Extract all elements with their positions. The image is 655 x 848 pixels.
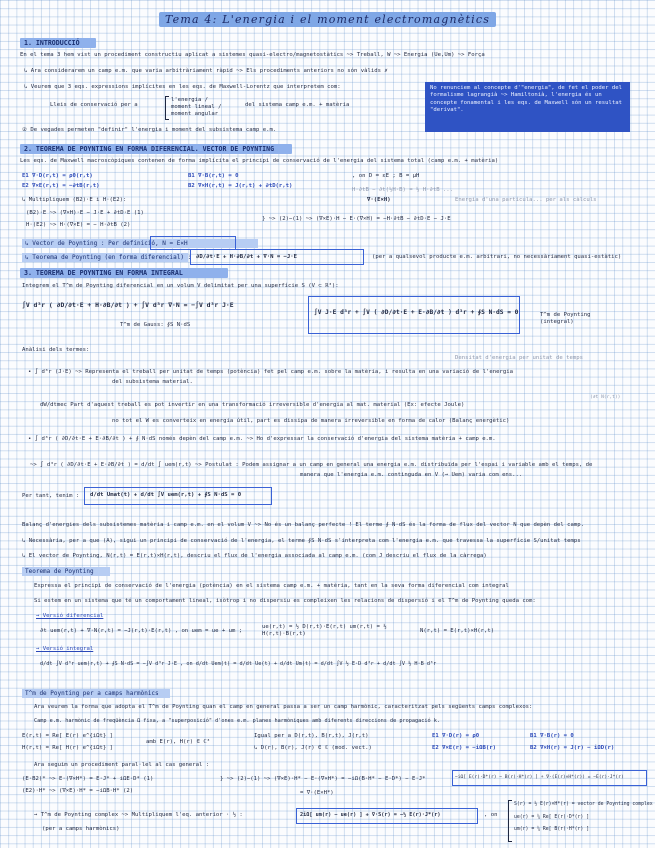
harmonic-step-2: (E2)·H* ~> (∇×E)·H* = −iΩB·H* (2)	[22, 788, 134, 794]
harmonic-b1: B1 ∇·B(r) = 0	[530, 733, 574, 739]
harmonic-line-2: Camp e.m. harmònic de freqüència Ω fixa, a "superposició" d'ones e.m. planes harmòniques amb diferents direccions de propagació k.	[34, 718, 441, 724]
integral-version-eq: d/dt ∫V d³r uem(r,t) + ∮S N·dS = −∫V d³r J·E , on d/dt Uem(t) = d/dt Ue(t) + d/dt Um(t) = d/dt ∫V ½ E·D d³r + d/dt ∫V ½ H·B d³r	[40, 661, 437, 667]
maxwell-b2: B2 ∇×H(r,t) = J(r,t) + ∂tD(r,t)	[188, 183, 293, 189]
where-label: , on	[484, 812, 498, 818]
linear-system-line: Si estem en un sistema que té un comportament lineal, isòtrop i no dispersiu es compleixen les relacions de dispersió i el T^m de Poynting queda com:	[34, 598, 536, 604]
expresses-line: Expressa el principi de conservació de l'energia (potència) en el sistema camp e.m. + matèria, tant en la seva forma diferencial com integral	[34, 583, 509, 589]
maxwell-e2: E2 ∇×E(r,t) = −∂tB(r,t)	[22, 183, 100, 189]
integral-intro: Integrem el T^m de Poynting diferencial en un volum V delimitat per una superfície S (V ⊂ ℝ³):	[22, 283, 339, 289]
necessary-line: ↳ Necessària, per a que (A), sigui un principi de conservació de l'energia, el terme ∮S N·dS s'interpreta com l'energia e.m. que travessa la superfície S/unitat temps	[22, 538, 581, 544]
margin-note-3: Densitat d'energia per unitat de temps	[455, 355, 583, 361]
vector-flux-line: ↳ El vector de Poynting, N(r,t) = E(r,t)×H(r,t), descriu el flux de l'energia associada al camp e.m. (com J descriu el flux de la càrrega)	[22, 553, 487, 559]
margin-note-1: H·∂tB − ∂t(½H·B) = ½ H·∂tB ...	[352, 187, 454, 193]
maxwell-b1: B1 ∇·B(r,t) = 0	[188, 173, 239, 179]
section-heading-intro: 1. INTRODUCCIÓ	[20, 38, 96, 48]
energy-densities: ue(r,t) = ½ D(r,t)·E(r,t) um(r,t) = ½ H(r,t)·B(r,t)	[262, 624, 387, 637]
integral-result: ∫V J·E d³r + ∫V ( ∂D/∂t·E + E·∂B/∂t ) d³r + ∮S N·dS = 0	[314, 309, 519, 316]
constitutive-relations: , on D = εE ; B = μH	[352, 173, 420, 179]
complex-field-others-b: ↳ D(r), B(r), J(r) ∈ ℂ (mod. vect.)	[254, 745, 372, 751]
harmonic-e2: E2 ∇×E(r) = −iΩB(r)	[432, 745, 496, 751]
intro-line-2: ↳ Ara considerarem un camp e.m. que varia arbitràriament ràpid ~> Els procediments anteriors no són vàlids ✗	[24, 68, 388, 74]
complex-theorem-eq: 2iΩ[ um(r) − ue(r) ] + ∇·S(r) = −½ E(r)·J*(r)	[300, 812, 441, 818]
term-1c: dW/dtmec Part d'aquest treball es pot invertir en una transformació irreversible d'energia al mat. material (Ex: efecte Joule)	[40, 402, 465, 408]
maxwell-e1: E1 ∇·D(r,t) = ρ0(r,t)	[22, 173, 93, 179]
intro-line-5: ② De vegades permeten "definir" l'energia i moment del subsistema camp e.m.	[22, 127, 277, 133]
intro-conservation-label: Lleis de conservació per a	[50, 102, 138, 108]
complex-poynting-def: S(r) = ½ E(r)×H*(r) = vector de Poynting complex	[514, 802, 653, 807]
complex-theorem-label: → T^m de Poynting complex ~> Multipliquem l'eq. anterior · ½ :	[34, 812, 243, 818]
section-heading-differential: 2. TEOREMA DE POYNTING EN FORMA DIFERENCIAL. VECTOR DE POYNTING	[20, 144, 292, 154]
subtraction-result: } ~> (2)−(1) ~> (∇×E)·H − E·(∇×H) = −H·∂tB − ∂tD·E − J·E	[262, 216, 451, 222]
complex-field-e: E(r,t) = Re[ E(r) e^{iΩt} ]	[22, 733, 113, 739]
brace-icon	[165, 96, 169, 120]
margin-note-4: (∂t N(r,t))	[590, 395, 621, 400]
harmonic-b2: B2 ∇×H(r) = J(r) − iΩD(r)	[530, 745, 615, 751]
multiply-1: (B2)·E ~> (∇×H)·E − J·E + ∂tD·E (1)	[26, 210, 144, 216]
intro-line-3: ↳ Veurem que 3 eqs. expressions implícites en les eqs. de Maxwell-Lorentz que interpretem com:	[24, 84, 341, 90]
differential-version-label: → Versió diferencial	[36, 613, 104, 619]
energy-balance-eq: d/dt Umat(t) + d/dt ∫V uem(r,t) + ∮S N·dS = 0	[90, 492, 242, 498]
balance-line: Balanç d'energies dels subsistemes matèria i camp e.m. en el volum V ~> No és un balanç perfecte ! El terme ∮ N·dS és la forma de flux del vector N que depèn del camp.	[22, 522, 584, 528]
multiply-step: ↳ Multipliquem (B2)·E i H·(E2):	[22, 197, 127, 203]
differential-version-eq: ∂t uem(r,t) + ∇·N(r,t) = −J(r,t)·E(r,t) , on uem = ue + um ;	[40, 628, 243, 634]
term-3b: manera que l'energia e.m. continguda en V (→ Uem) varia com ens...	[300, 472, 523, 478]
margin-note-2: Energia d'una partícula... per als càlculs	[455, 197, 597, 203]
complex-field-h: H(r,t) = Re[ H(r) e^{iΩt} ]	[22, 745, 113, 751]
poynting-vector-box	[150, 236, 236, 250]
term-1: • ∫ d³r (J·E) ~> Representa el treball per unitat de temps (potència) fet pel camp e.m. sobre la matèria, i resulta en una variació de l'energia	[28, 369, 513, 375]
analysis-heading: Anàlisi dels termes:	[22, 347, 90, 353]
intro-line-1: En el tema 3 hem vist un procediment constructiu aplicat a sistemes quasi-electro/magnetostàtics ~> Treball, W ~> Energia (Ue,Um) ~> Força	[20, 52, 485, 58]
page-title: Tema 4: L'energia i el moment electromagnètics	[0, 8, 655, 27]
intro-conservation-system: del sistema camp e.m. + matèria	[245, 102, 350, 108]
poynting-vector-def: ↳ Vector de Poynting : Per definició, N = E×H	[22, 239, 258, 248]
multiply-2: H·(E2) ~> H·(∇×E) = − H·∂tB (2)	[26, 222, 131, 228]
parallel-procedure: Ara seguim un procediment paral·lel al cas general :	[34, 762, 210, 768]
term-1d: no tot el W es converteix en energia útil, part es dissipa de manera irreversible en forma de calor (Balanç energètic)	[112, 418, 510, 424]
harmonic-subtraction: } ~> (2)−(1) ~> (∇×E)·H* − E·(∇×H*) = −iΩ(B·H* − E·D*) − E·J*	[220, 776, 426, 782]
section-heading-integral: 3. TEOREMA DE POYNTING EN FORMA INTEGRAL	[20, 268, 228, 278]
integral-result-note: T^m de Poynting (integral)	[540, 312, 591, 325]
harmonic-result: −iΩ[ E(r)·D*(r) − B(r)·H*(r) ] + ∇·(E(r)×H*(r)) = −E(r)·J*(r)	[455, 775, 624, 780]
harmonic-e1: E1 ∇·D(r) = ρ0	[432, 733, 480, 739]
divergence-label: ∇·(E×H)	[367, 197, 391, 203]
harmonic-step-1: (E·B2)* ~> E·(∇×H*) = E·J* + iΩE·D* (1)	[22, 776, 154, 782]
poynting-theorem-heading: Teorema de Poynting	[22, 567, 110, 576]
poynting-theorem-diff-eq: ∂D/∂t·E + H·∂B/∂t + ∇·N = −J·E	[196, 254, 298, 260]
term-1b: del subsistema material.	[112, 379, 193, 385]
harmonic-divergence: = ∇·(E×H*)	[300, 790, 334, 796]
integral-lhs: ∫V d³r ( ∂D/∂t·E + H·∂B/∂t ) + ∫V d³r ∇·N = −∫V d³r J·E	[22, 301, 234, 309]
electric-energy-def: ue(r) = ¼ Re[ E(r)·D*(r) ]	[514, 815, 590, 820]
term-2: • ∫ d³r ( ∂D/∂t·E + E·∂B/∂t ) + ∮ N·dS només depèn del camp e.m. ~> Ho d'expressar la conservació d'energia del sistema matèria + camp e.m.	[28, 436, 496, 442]
harmonic-heading: T^m de Poynting per a camps harmònics	[22, 689, 170, 698]
intro-conservation-list: l'energia / moment lineal / moment angular	[171, 97, 222, 117]
intro-note-box: No renunciem al concepte d'"energia", de fet el poder del formalisme lagrangià ~> Hamiltonià, l'energia és un concepte fonamental i les eqs. de Maxwell són un resultat "derivat".	[425, 82, 630, 132]
complex-theorem-note: (per a camps harmònics)	[42, 826, 120, 832]
brace-icon	[508, 800, 512, 842]
complex-field-others: Igual per a D(r,t), B(r,t), J(r,t)	[254, 733, 369, 739]
integral-version-label: → Versió integral	[36, 646, 94, 652]
term-3: ~> ∫ d³r ( ∂D/∂t·E + E·∂B/∂t ) = d/dt ∫ uem(r,t) ~> Postulat : Podem assignar a un camp en general una energia e.m. distribuïda per l'espai i variable amb el temps, de	[30, 462, 593, 468]
magnetic-energy-def: um(r) = ¼ Re[ B(r)·H*(r) ]	[514, 827, 590, 832]
poynting-theorem-diff-label: ↳ Teorema de Poynting (en forma diferencial) :	[22, 253, 188, 262]
poynting-vector-eq: N(r,t) = E(r,t)×H(r,t)	[420, 628, 495, 634]
therefore-label: Per tant, tenim :	[22, 493, 80, 499]
poynting-theorem-diff-note: (per a qualsevol producte e.m. arbitrari, no necessàriament quasi-estàtic)	[372, 254, 622, 260]
poynting-theorem-diff-box	[190, 249, 364, 265]
gauss-theorem: T^m de Gauss: ∮S N·dS	[120, 322, 191, 328]
harmonic-line-1: Ara veurem la forma que adopta el T^m de Poynting quan el camp en general passa a ser un camp harmònic, caracteritzat pels següents camps complexos:	[34, 704, 533, 710]
diff-line-1: Les eqs. de Maxwell macroscòpiques contenen de forma implícita el principi de conservació de l'energia del sistema total (camp e.m. + matèria)	[20, 158, 499, 164]
complex-field-domain: amb E(r), H(r) ∈ ℂ³	[146, 739, 210, 745]
